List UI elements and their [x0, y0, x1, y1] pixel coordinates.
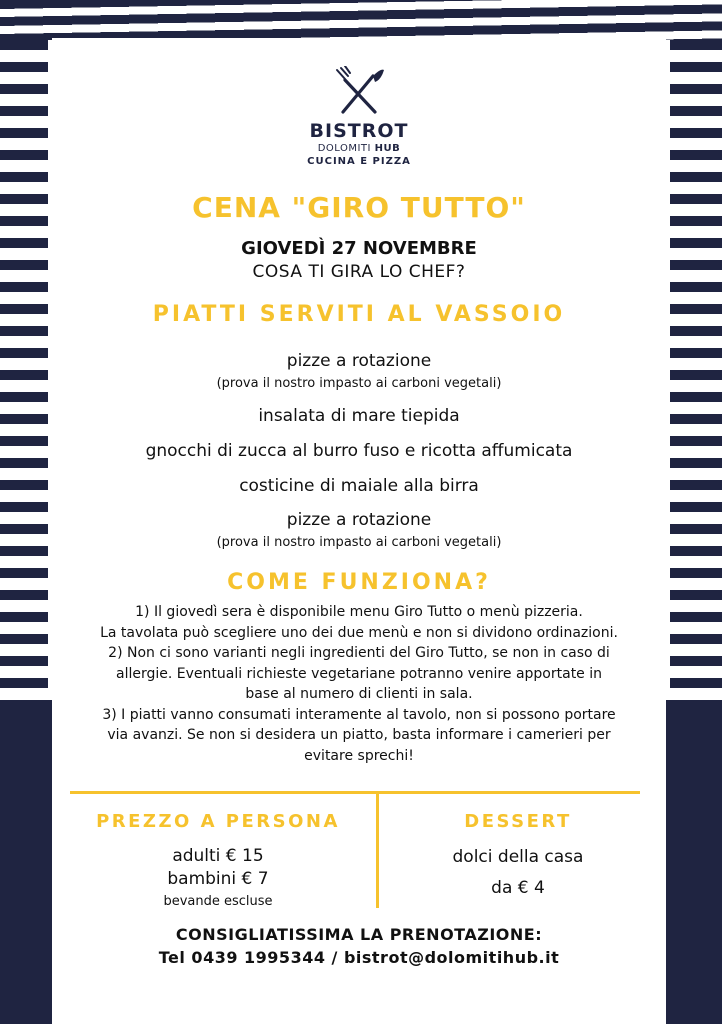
left-stripes — [0, 40, 48, 700]
divider-vertical — [376, 794, 379, 908]
dessert-line-1: dolci della casa — [452, 847, 584, 867]
rule-line: La tavolata può scegliere uno dei due menù e non si dividono ordinazioni. — [100, 624, 618, 641]
rule-line: 3) I piatti vanno consumati interamente al tavolo, non si possono portare — [102, 706, 616, 723]
how-heading: COME FUNZIONA? — [227, 570, 491, 595]
dish-1: pizze a rotazione — [286, 351, 432, 371]
fork-knife-icon — [331, 66, 387, 116]
booking-contacts: Tel 0439 1995344 / bistrot@dolomitihub.it — [158, 948, 560, 967]
dessert-line-2: da € 4 — [491, 878, 545, 898]
how-rules — [60, 602, 658, 766]
dish-4: costicine di maiale alla birra — [239, 476, 479, 496]
dish-5: pizze a rotazione — [286, 510, 432, 530]
price-heading: PREZZO A PERSONA — [96, 811, 340, 832]
divider-horizontal — [70, 791, 640, 794]
dish-2: insalata di mare tiepida — [258, 406, 460, 426]
logo — [52, 66, 666, 167]
right-stripes — [670, 40, 722, 700]
brand-tagline: CUCINA E PIZZA — [307, 156, 411, 167]
dish-3: gnocchi di zucca al burro fuso e ricotta affumicata — [145, 441, 573, 461]
rule-line: via avanzi. Se non si desidera un piatto, basta informare i camerieri per — [107, 727, 611, 743]
brand-name: BISTROT — [309, 120, 409, 142]
price-adults: adulti € 15 — [172, 846, 264, 866]
brand-sub — [52, 143, 666, 154]
rule-line: 1) Il giovedì sera è disponibile menu Giro Tutto o menù pizzeria. — [135, 604, 583, 620]
event-date: GIOVEDÌ 27 NOVEMBRE — [241, 238, 477, 259]
dish-5-note: (prova il nostro impasto ai carboni vegetali) — [216, 535, 502, 550]
dish-1-note: (prova il nostro impasto ai carboni vegetali) — [216, 376, 502, 391]
rule-line: base al numero di clienti in sala. — [245, 686, 473, 702]
event-title: CENA "GIRO TUTTO" — [192, 191, 526, 224]
rule-line: 2) Non ci sono varianti negli ingredienti del Giro Tutto, se non in caso di — [108, 645, 610, 661]
top-stripes — [0, 0, 722, 40]
price-note: bevande escluse — [163, 894, 273, 909]
rule-line: evitare sprechi! — [304, 747, 414, 764]
brand-sub-hub: HUB — [374, 143, 401, 154]
price-kids: bambini € 7 — [167, 869, 269, 889]
menu-heading: PIATTI SERVITI AL VASSOIO — [152, 302, 566, 327]
brand-sub-prefix: DOLOMITI — [317, 143, 371, 154]
flyer-panel — [52, 38, 666, 1024]
booking-note: CONSIGLIATISSIMA LA PRENOTAZIONE: — [175, 925, 543, 944]
event-subtitle: COSA TI GIRA LO CHEF? — [252, 262, 466, 282]
rule-line: allergie. Eventuali richieste vegetariane potranno venire apportate in — [115, 665, 603, 682]
dessert-heading: DESSERT — [464, 811, 572, 832]
